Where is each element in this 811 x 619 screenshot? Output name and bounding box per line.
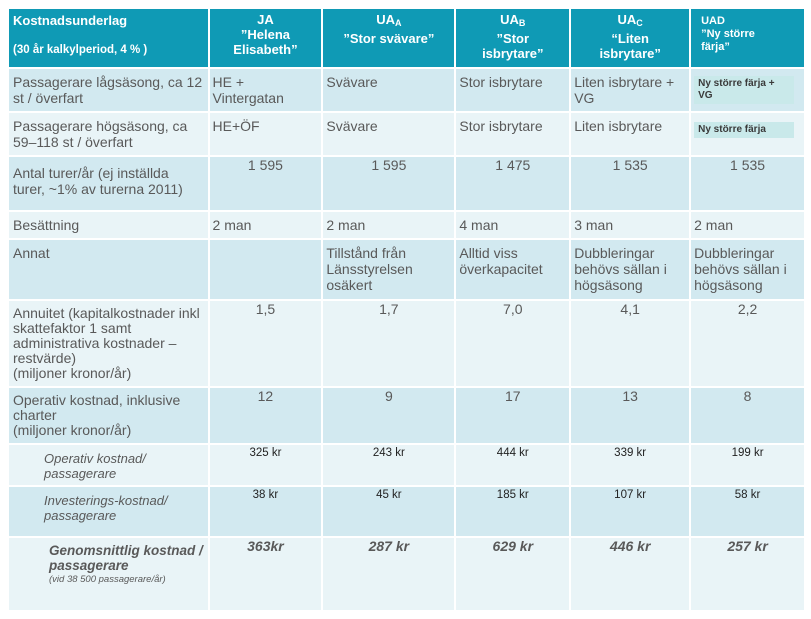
row-label: Passagerare lågsäsong, ca 12 st / överfart bbox=[9, 69, 208, 111]
col-name: ”Stor isbrytare” bbox=[482, 31, 544, 61]
table-cell bbox=[691, 69, 804, 111]
row-label: Annat bbox=[9, 240, 208, 299]
table-cell: 9 bbox=[323, 388, 454, 443]
col-code: JA bbox=[257, 12, 274, 27]
table-row bbox=[9, 445, 804, 485]
row-label-text: Genomsnittlig kostnad / passagerare bbox=[49, 543, 203, 573]
table-cell: 1,7 bbox=[323, 301, 454, 386]
table-row bbox=[9, 487, 804, 536]
table-row bbox=[9, 157, 804, 210]
table-cell: 17 bbox=[456, 388, 569, 443]
row-label: Annuitet (kapitalkostnader inkl skattefaktor 1 samt administrativa kostnader – restvärde) (miljoner kronor/år) bbox=[9, 301, 208, 386]
col-header-uac bbox=[571, 9, 689, 67]
table-cell: Svävare bbox=[323, 113, 454, 155]
table-cell: 3 man bbox=[571, 212, 689, 238]
row-label: Operativ kostnad, inklusive charter (miljoner kronor/år) bbox=[9, 388, 208, 443]
table-cell: Dubbleringar behövs sällan i högsäsong bbox=[691, 240, 804, 299]
row-label: Investerings-kostnad/ passagerare bbox=[9, 487, 208, 536]
table-cell: 8 bbox=[691, 388, 804, 443]
table-cell: 58 kr bbox=[691, 487, 804, 536]
col-name: “Liten isbrytare” bbox=[599, 31, 661, 61]
table-cell: 45 kr bbox=[323, 487, 454, 536]
table-cell: 444 kr bbox=[456, 445, 569, 485]
table-cell: 363kr bbox=[210, 538, 322, 610]
col-name: ”Ny större färja” bbox=[701, 28, 755, 53]
table-cell: Stor isbrytare bbox=[456, 113, 569, 155]
table-row bbox=[9, 538, 804, 610]
cost-table bbox=[7, 7, 806, 612]
table-cell: HE + Vintergatan bbox=[210, 69, 322, 111]
table-cell: 339 kr bbox=[571, 445, 689, 485]
highlight-badge: Ny större färja + VG bbox=[694, 76, 794, 104]
table-cell: 2,2 bbox=[691, 301, 804, 386]
table-row bbox=[9, 301, 804, 386]
table-cell: Stor isbrytare bbox=[456, 69, 569, 111]
col-name: ”Stor svävare” bbox=[343, 31, 435, 46]
table-cell: 257 kr bbox=[691, 538, 804, 610]
table-cell bbox=[691, 113, 804, 155]
table-row bbox=[9, 212, 804, 238]
table-cell: 287 kr bbox=[323, 538, 454, 610]
row-label: Operativ kostnad/ passagerare bbox=[9, 445, 208, 485]
row-label: Passagerare högsäsong, ca 59–118 st / överfart bbox=[9, 113, 208, 155]
table-cell: 1 475 bbox=[456, 157, 569, 210]
table-cell: 2 man bbox=[323, 212, 454, 238]
table-row bbox=[9, 240, 804, 299]
table-cell: 38 kr bbox=[210, 487, 322, 536]
table-cell: 1 595 bbox=[323, 157, 454, 210]
row-label-note: (vid 38 500 passagerare/år) bbox=[49, 574, 166, 585]
col-code: $UA_C$ bbox=[617, 12, 643, 28]
table-cell: 2 man bbox=[691, 212, 804, 238]
col-code: $UA_A$ bbox=[376, 12, 402, 28]
table-cell: 1,5 bbox=[210, 301, 322, 386]
table-cell: Dubbleringar behövs sällan i högsäsong bbox=[571, 240, 689, 299]
table-title: Kostnadsunderlag bbox=[13, 13, 128, 28]
col-name: ”Helena Elisabeth” bbox=[233, 27, 298, 57]
table-cell: 2 man bbox=[210, 212, 322, 238]
col-code: $UA_B$ bbox=[500, 12, 526, 28]
table-row bbox=[9, 388, 804, 443]
table-cell: 629 kr bbox=[456, 538, 569, 610]
table-cell: HE+ÖF bbox=[210, 113, 322, 155]
table-cell: 12 bbox=[210, 388, 322, 443]
table-cell: 199 kr bbox=[691, 445, 804, 485]
table-cell: 1 535 bbox=[571, 157, 689, 210]
table-cell: Liten isbrytare + VG bbox=[571, 69, 689, 111]
header-row bbox=[9, 9, 804, 67]
table-cell: 1 535 bbox=[691, 157, 804, 210]
col-header-uaa bbox=[323, 9, 454, 67]
row-label: Besättning bbox=[9, 212, 208, 238]
table-cell: 1 595 bbox=[210, 157, 322, 210]
col-code: UAD bbox=[701, 15, 725, 27]
table-cell: 243 kr bbox=[323, 445, 454, 485]
highlight-badge: Ny större färja bbox=[694, 122, 794, 138]
table-cell: 7,0 bbox=[456, 301, 569, 386]
table-cell: 13 bbox=[571, 388, 689, 443]
table-title-cell bbox=[9, 9, 208, 67]
table-row bbox=[9, 69, 804, 111]
table-row bbox=[9, 113, 804, 155]
table-cell: 185 kr bbox=[456, 487, 569, 536]
table-cell: 4 man bbox=[456, 212, 569, 238]
table-cell: Alltid viss överkapacitet bbox=[456, 240, 569, 299]
col-header-ja bbox=[210, 9, 322, 67]
table-cell: 107 kr bbox=[571, 487, 689, 536]
table-cell: Tillstånd från Länsstyrelsen osäkert bbox=[323, 240, 454, 299]
col-header-uad bbox=[691, 9, 804, 67]
table-cell bbox=[210, 240, 322, 299]
row-label: Antal turer/år (ej inställda turer, ~1% av turerna 2011) bbox=[9, 157, 208, 210]
table-cell: Svävare bbox=[323, 69, 454, 111]
table-cell: 446 kr bbox=[571, 538, 689, 610]
table-subtitle: (30 år kalkylperiod, 4 % ) bbox=[13, 44, 148, 56]
col-header-uab bbox=[456, 9, 569, 67]
table-cell: 325 kr bbox=[210, 445, 322, 485]
table-cell: 4,1 bbox=[571, 301, 689, 386]
row-label bbox=[9, 538, 208, 610]
table-cell: Liten isbrytare bbox=[571, 113, 689, 155]
